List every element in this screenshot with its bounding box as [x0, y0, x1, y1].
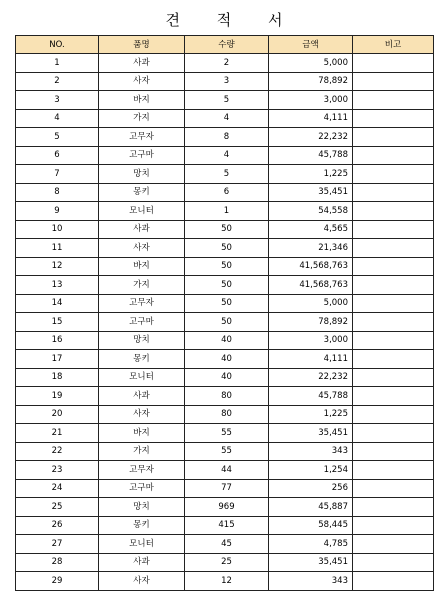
- quantity-cell: 80: [185, 405, 269, 424]
- quantity-cell: 50: [185, 220, 269, 239]
- quantity-cell: 45: [185, 535, 269, 554]
- item-name-cell: 고구마: [99, 146, 185, 165]
- note-cell: [353, 461, 434, 480]
- row-number-cell: 21: [16, 424, 99, 443]
- note-cell: [353, 128, 434, 147]
- note-cell: [353, 239, 434, 258]
- amount-cell: 54,558: [269, 202, 353, 221]
- item-name-cell: 모니터: [99, 202, 185, 221]
- note-cell: [353, 91, 434, 110]
- table-row: [16, 109, 434, 128]
- item-name-cell: 망치: [99, 165, 185, 184]
- row-number-cell: 3: [16, 91, 99, 110]
- item-name-cell: 망치: [99, 331, 185, 350]
- amount-cell: 35,451: [269, 553, 353, 572]
- quantity-cell: 55: [185, 442, 269, 461]
- note-cell: [353, 202, 434, 221]
- table-row: [16, 239, 434, 258]
- quotation-table: [15, 35, 434, 591]
- note-cell: [353, 479, 434, 498]
- amount-cell: 4,111: [269, 350, 353, 369]
- table-row: [16, 572, 434, 591]
- table-row: [16, 479, 434, 498]
- quantity-cell: 8: [185, 128, 269, 147]
- note-cell: [353, 442, 434, 461]
- amount-cell: 22,232: [269, 128, 353, 147]
- table-row: [16, 146, 434, 165]
- quantity-cell: 12: [185, 572, 269, 591]
- row-number-cell: 29: [16, 572, 99, 591]
- note-cell: [353, 54, 434, 73]
- item-name-cell: 몽키: [99, 350, 185, 369]
- amount-cell: 343: [269, 442, 353, 461]
- row-number-cell: 13: [16, 276, 99, 295]
- table-row: [16, 516, 434, 535]
- quantity-cell: 50: [185, 313, 269, 332]
- row-number-cell: 8: [16, 183, 99, 202]
- item-name-cell: 고무자: [99, 461, 185, 480]
- amount-cell: 1,225: [269, 165, 353, 184]
- item-name-cell: 고무자: [99, 294, 185, 313]
- table-row: [16, 535, 434, 554]
- note-cell: [353, 350, 434, 369]
- item-name-cell: 사과: [99, 54, 185, 73]
- amount-cell: 1,254: [269, 461, 353, 480]
- table-row: [16, 257, 434, 276]
- row-number-cell: 6: [16, 146, 99, 165]
- note-cell: [353, 72, 434, 91]
- item-name-cell: 바지: [99, 257, 185, 276]
- row-number-cell: 27: [16, 535, 99, 554]
- table-row: [16, 424, 434, 443]
- quantity-cell: 415: [185, 516, 269, 535]
- row-number-cell: 26: [16, 516, 99, 535]
- quantity-cell: 4: [185, 146, 269, 165]
- note-cell: [353, 535, 434, 554]
- quantity-cell: 40: [185, 368, 269, 387]
- quantity-cell: 25: [185, 553, 269, 572]
- note-cell: [353, 405, 434, 424]
- quantity-cell: 1: [185, 202, 269, 221]
- quantity-cell: 50: [185, 257, 269, 276]
- amount-cell: 5,000: [269, 54, 353, 73]
- table-row: [16, 331, 434, 350]
- row-number-cell: 17: [16, 350, 99, 369]
- row-number-cell: 5: [16, 128, 99, 147]
- amount-cell: 41,568,763: [269, 257, 353, 276]
- header-note: 비고: [353, 36, 434, 54]
- row-number-cell: 10: [16, 220, 99, 239]
- item-name-cell: 고구마: [99, 313, 185, 332]
- row-number-cell: 28: [16, 553, 99, 572]
- table-row: [16, 405, 434, 424]
- header-no: NO.: [16, 36, 99, 54]
- note-cell: [353, 220, 434, 239]
- table-row: [16, 54, 434, 73]
- amount-cell: 45,788: [269, 387, 353, 406]
- item-name-cell: 고구마: [99, 479, 185, 498]
- amount-cell: 45,887: [269, 498, 353, 517]
- note-cell: [353, 387, 434, 406]
- header-row: [16, 36, 434, 54]
- note-cell: [353, 331, 434, 350]
- row-number-cell: 14: [16, 294, 99, 313]
- item-name-cell: 사과: [99, 220, 185, 239]
- table-row: [16, 165, 434, 184]
- quantity-cell: 55: [185, 424, 269, 443]
- row-number-cell: 7: [16, 165, 99, 184]
- amount-cell: 35,451: [269, 424, 353, 443]
- table-row: [16, 368, 434, 387]
- item-name-cell: 몽키: [99, 183, 185, 202]
- quantity-cell: 5: [185, 165, 269, 184]
- row-number-cell: 18: [16, 368, 99, 387]
- row-number-cell: 15: [16, 313, 99, 332]
- quantity-cell: 2: [185, 54, 269, 73]
- note-cell: [353, 146, 434, 165]
- note-cell: [353, 572, 434, 591]
- quantity-cell: 3: [185, 72, 269, 91]
- item-name-cell: 가지: [99, 109, 185, 128]
- note-cell: [353, 294, 434, 313]
- note-cell: [353, 165, 434, 184]
- note-cell: [353, 553, 434, 572]
- quantity-cell: 50: [185, 276, 269, 295]
- quantity-cell: 50: [185, 239, 269, 258]
- row-number-cell: 1: [16, 54, 99, 73]
- row-number-cell: 24: [16, 479, 99, 498]
- amount-cell: 3,000: [269, 331, 353, 350]
- quantity-cell: 40: [185, 350, 269, 369]
- header-item: 품명: [99, 36, 185, 54]
- table-row: [16, 313, 434, 332]
- row-number-cell: 20: [16, 405, 99, 424]
- note-cell: [353, 424, 434, 443]
- item-name-cell: 가지: [99, 276, 185, 295]
- table-body: [16, 54, 434, 591]
- table-row: [16, 461, 434, 480]
- row-number-cell: 2: [16, 72, 99, 91]
- quantity-cell: 5: [185, 91, 269, 110]
- item-name-cell: 바지: [99, 91, 185, 110]
- item-name-cell: 사자: [99, 572, 185, 591]
- table-row: [16, 220, 434, 239]
- amount-cell: 45,788: [269, 146, 353, 165]
- item-name-cell: 사과: [99, 387, 185, 406]
- quantity-cell: 50: [185, 294, 269, 313]
- table-row: [16, 442, 434, 461]
- amount-cell: 3,000: [269, 91, 353, 110]
- note-cell: [353, 183, 434, 202]
- note-cell: [353, 257, 434, 276]
- table-row: [16, 350, 434, 369]
- item-name-cell: 사자: [99, 72, 185, 91]
- amount-cell: 78,892: [269, 72, 353, 91]
- amount-cell: 256: [269, 479, 353, 498]
- quantity-cell: 40: [185, 331, 269, 350]
- amount-cell: 78,892: [269, 313, 353, 332]
- item-name-cell: 사자: [99, 405, 185, 424]
- row-number-cell: 25: [16, 498, 99, 517]
- table-row: [16, 294, 434, 313]
- item-name-cell: 모니터: [99, 535, 185, 554]
- row-number-cell: 11: [16, 239, 99, 258]
- item-name-cell: 고무자: [99, 128, 185, 147]
- table-row: [16, 91, 434, 110]
- item-name-cell: 사과: [99, 553, 185, 572]
- table-row: [16, 183, 434, 202]
- note-cell: [353, 109, 434, 128]
- row-number-cell: 4: [16, 109, 99, 128]
- note-cell: [353, 498, 434, 517]
- quantity-cell: 44: [185, 461, 269, 480]
- quantity-cell: 969: [185, 498, 269, 517]
- amount-cell: 41,568,763: [269, 276, 353, 295]
- table-row: [16, 387, 434, 406]
- amount-cell: 21,346: [269, 239, 353, 258]
- table-row: [16, 276, 434, 295]
- note-cell: [353, 516, 434, 535]
- amount-cell: 4,565: [269, 220, 353, 239]
- row-number-cell: 23: [16, 461, 99, 480]
- table-row: [16, 553, 434, 572]
- row-number-cell: 19: [16, 387, 99, 406]
- amount-cell: 35,451: [269, 183, 353, 202]
- amount-cell: 4,785: [269, 535, 353, 554]
- table-row: [16, 202, 434, 221]
- table-row: [16, 498, 434, 517]
- quantity-cell: 4: [185, 109, 269, 128]
- amount-cell: 1,225: [269, 405, 353, 424]
- table-row: [16, 72, 434, 91]
- amount-cell: 5,000: [269, 294, 353, 313]
- item-name-cell: 모니터: [99, 368, 185, 387]
- table-row: [16, 128, 434, 147]
- amount-cell: 4,111: [269, 109, 353, 128]
- header-amount: 금액: [269, 36, 353, 54]
- item-name-cell: 몽키: [99, 516, 185, 535]
- quantity-cell: 80: [185, 387, 269, 406]
- amount-cell: 343: [269, 572, 353, 591]
- row-number-cell: 9: [16, 202, 99, 221]
- item-name-cell: 망치: [99, 498, 185, 517]
- row-number-cell: 22: [16, 442, 99, 461]
- row-number-cell: 12: [16, 257, 99, 276]
- quantity-cell: 77: [185, 479, 269, 498]
- item-name-cell: 사자: [99, 239, 185, 258]
- header-quantity: 수량: [185, 36, 269, 54]
- document-title: 견 적 서: [165, 11, 299, 29]
- item-name-cell: 바지: [99, 424, 185, 443]
- note-cell: [353, 313, 434, 332]
- item-name-cell: 가지: [99, 442, 185, 461]
- amount-cell: 22,232: [269, 368, 353, 387]
- quantity-cell: 6: [185, 183, 269, 202]
- note-cell: [353, 276, 434, 295]
- note-cell: [353, 368, 434, 387]
- row-number-cell: 16: [16, 331, 99, 350]
- amount-cell: 58,445: [269, 516, 353, 535]
